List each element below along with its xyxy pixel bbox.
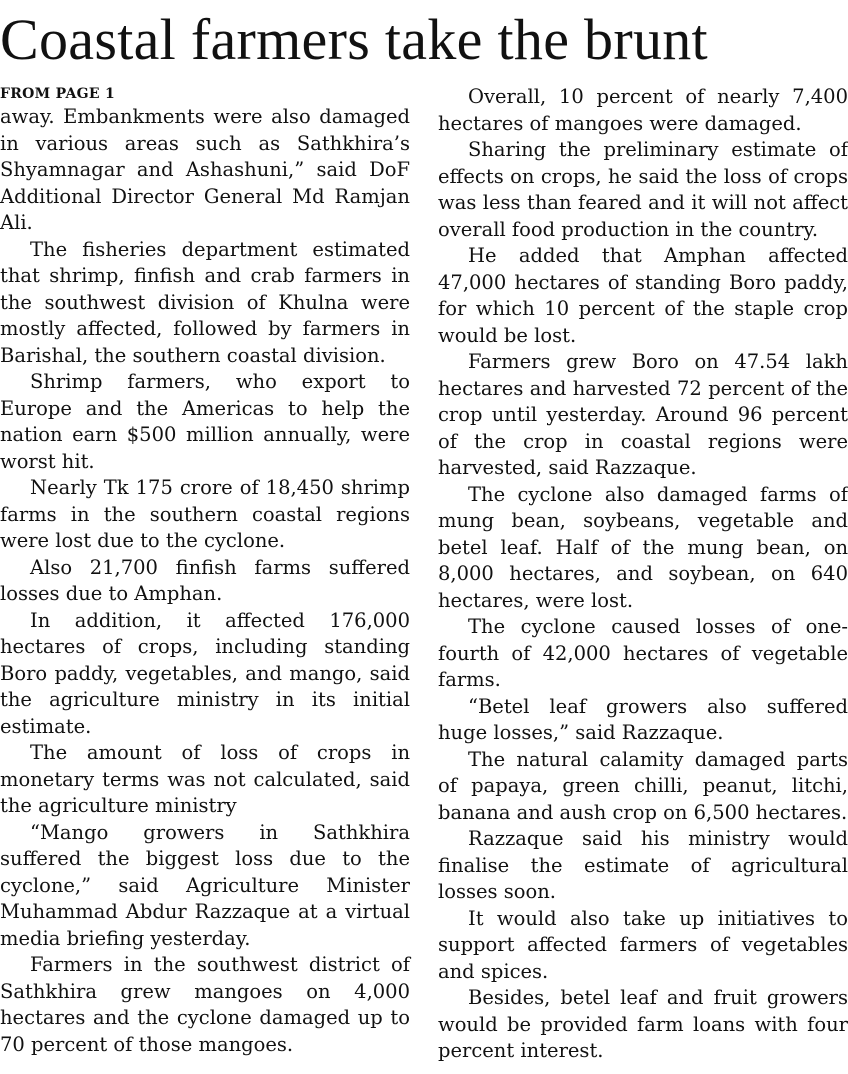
paragraph: Farmers grew Boro on 47.54 lakh hectares and harvested 72 percent of the crop until yesterday. Around 96 percent of the crop in coastal regions were harvested, said Razzaque. bbox=[438, 350, 848, 479]
paragraph: The amount of loss of crops in monetary terms was not calculated, said the agriculture ministry bbox=[0, 741, 410, 817]
paragraph: Shrimp farmers, who export to Europe and the Americas to help the nation earn $500 million annually, were worst hit. bbox=[0, 370, 410, 473]
paragraph: Besides, betel leaf and fruit growers would be provided farm loans with four percent interest. bbox=[438, 986, 848, 1062]
paragraph: The cyclone also damaged farms of mung bean, soybeans, vegetable and betel leaf. Half of the mung bean, on 8,000 hectares, and soybean, on 640 hectares, were lost. bbox=[438, 482, 848, 612]
paragraph: Sharing the preliminary estimate of effects on crops, he said the loss of crops was less than feared and it will not affect overall food production in the country. bbox=[438, 138, 848, 241]
paragraph: Overall, 10 percent of nearly 7,400 hectares of mangoes were damaged. bbox=[438, 85, 848, 135]
paragraph: Farmers in the southwest district of Sathkhira grew mangoes on 4,000 hectares and the cyclone damaged up to 70 percent of those mangoes. bbox=[0, 953, 410, 1056]
paragraph: Razzaque said his ministry would finalise the estimate of agricultural losses soon. bbox=[438, 827, 848, 903]
paragraph: Also 21,700 finfish farms suffered losses due to Amphan. bbox=[0, 555, 410, 605]
paragraph: “Mango growers in Sathkhira suffered the biggest loss due to the cyclone,” said Agriculture Minister Muhammad Abdur Razzaque at a virtual media briefing yesterday. bbox=[0, 820, 410, 950]
jump-line: FROM PAGE 1 bbox=[0, 86, 116, 102]
paragraph: “Betel leaf growers also suffered huge losses,” said Razzaque. bbox=[438, 694, 848, 744]
headline: Coastal farmers take the brunt bbox=[0, 7, 708, 72]
left-column bbox=[0, 84, 410, 1058]
paragraph: The cyclone caused losses of one-fourth of 42,000 hectares of vegetable farms. bbox=[438, 615, 848, 691]
paragraph: He added that Amphan affected 47,000 hectares of standing Boro paddy, for which 10 percent of the staple crop would be lost. bbox=[438, 244, 848, 347]
paragraph: In addition, it affected 176,000 hectares of crops, including standing Boro paddy, vegetables, and mango, said the agriculture ministry in its initial estimate. bbox=[0, 608, 410, 738]
paragraph: Nearly Tk 175 crore of 18,450 shrimp farms in the southern coastal regions were lost due to the cyclone. bbox=[0, 476, 410, 552]
right-column bbox=[438, 84, 848, 1065]
paragraph: It would also take up initiatives to support affected farmers of vegetables and spices. bbox=[438, 906, 848, 983]
paragraph: away. Embankments were also damaged in various areas such as Sathkhira’s Shyamnagar and Ashashuni,” said DoF Additional Director General Md Ramjan Ali. bbox=[0, 105, 410, 234]
paragraph: The natural calamity damaged parts of papaya, green chilli, peanut, litchi, banana and aush crop on 6,500 hectares. bbox=[438, 747, 848, 824]
paragraph: The fisheries department estimated that shrimp, finfish and crab farmers in the southwest division of Khulna were mostly affected, followed by farmers in Barishal, the southern coastal division. bbox=[0, 237, 410, 367]
